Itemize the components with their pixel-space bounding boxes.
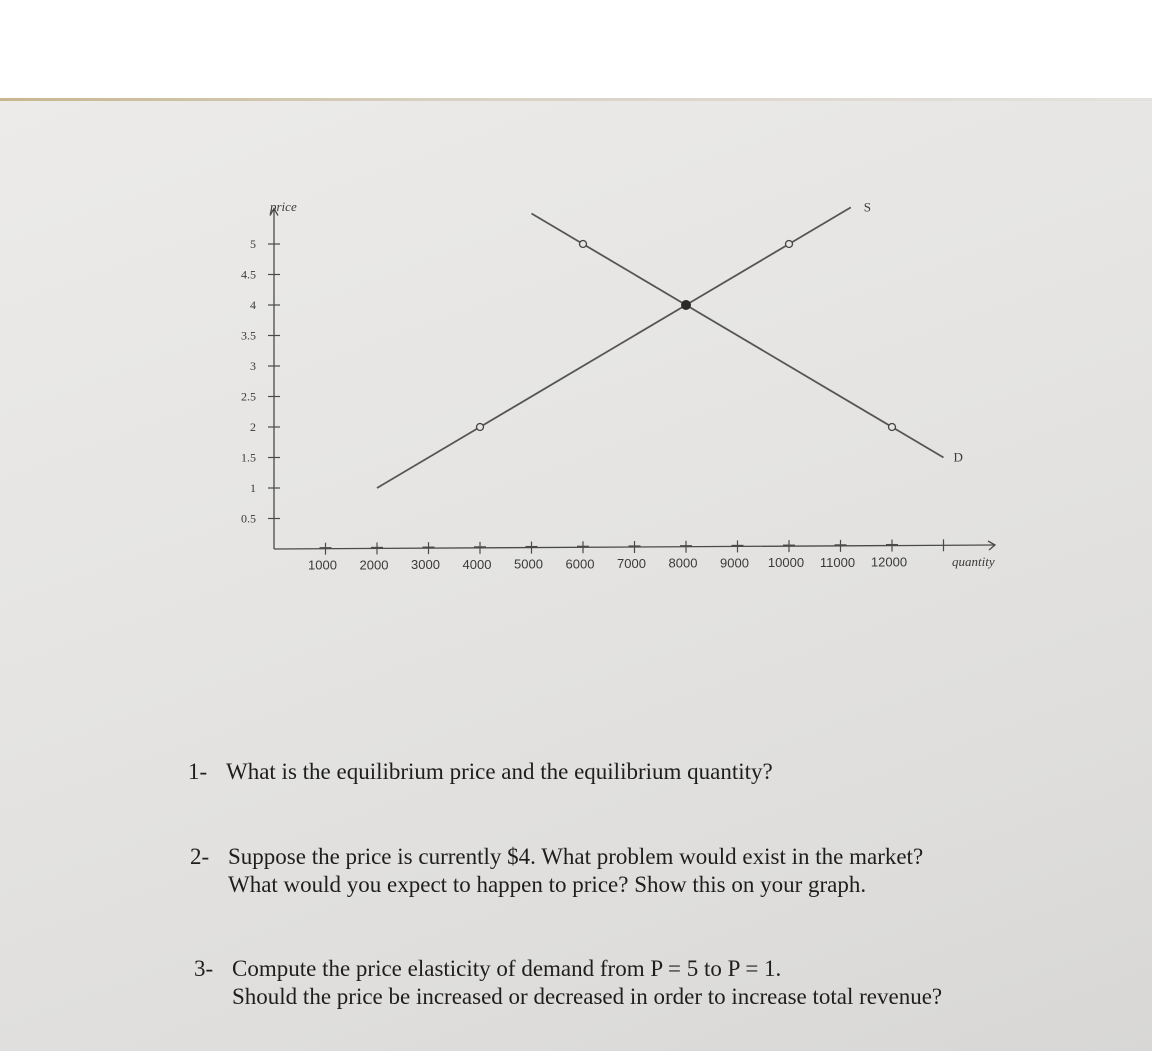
y-tick-label: 4.5 [241,267,256,282]
question-2-number: 2- [190,844,210,869]
x-tick-label: 8000 [668,555,698,571]
question-2-line-1: Suppose the price is currently $4. What problem would exist in the market? [228,844,924,869]
question-3-line-2: Should the price be increased or decreased in order to increase total revenue? [232,984,943,1009]
x-axis-ticks [308,539,943,572]
x-tick-label: 12000 [870,554,908,570]
supply-curve [377,207,851,488]
question-1-number: 1- [188,759,208,784]
x-tick-label: 3000 [411,557,440,573]
question-3-number: 3- [194,956,214,981]
y-tick-label: 5 [250,237,256,251]
demand-point [889,424,896,431]
question-1-text: What is the equilibrium price and the equilibrium quantity? [226,759,773,784]
supply-point [786,241,793,248]
supply-label: S [863,199,872,215]
question-2 [190,843,923,899]
question-1 [188,758,773,786]
x-tick-label: 11000 [819,554,856,570]
y-tick-label: 3.5 [241,328,256,343]
y-tick-label: 3 [250,359,256,373]
x-tick-label: 4000 [462,556,492,572]
demand-curve [532,214,944,458]
question-3-line-1: Compute the price elasticity of demand from P = 5 to P = 1. [232,956,782,981]
x-tick-label: 5000 [514,556,543,572]
question-3 [194,955,942,1011]
y-tick-label: 2.5 [241,389,256,404]
chart-markers [477,241,896,431]
question-2-line-2: What would you expect to happen to price? Show this on your graph. [228,872,867,897]
supply-point [477,424,484,431]
x-tick-label: 9000 [720,555,749,571]
x-tick-label: 10000 [767,555,805,571]
x-tick-label: 2000 [359,557,389,573]
x-tick-label: 1000 [308,557,337,573]
y-tick-label: 0.5 [241,511,256,526]
x-axis-label: quantity [952,554,995,569]
y-tick-label: 1 [250,481,256,495]
y-tick-label: 4 [250,298,256,312]
y-tick-label: 2 [250,420,256,434]
y-axis-label: price [270,199,297,214]
y-tick-label: 1.5 [241,450,256,465]
demand-point [580,241,587,248]
equilibrium-point [681,300,691,310]
chart-curves [377,199,963,488]
demand-label: D [953,449,963,465]
x-tick-label: 7000 [617,556,646,571]
chart-axes [270,209,995,551]
x-tick-label: 6000 [565,556,595,572]
